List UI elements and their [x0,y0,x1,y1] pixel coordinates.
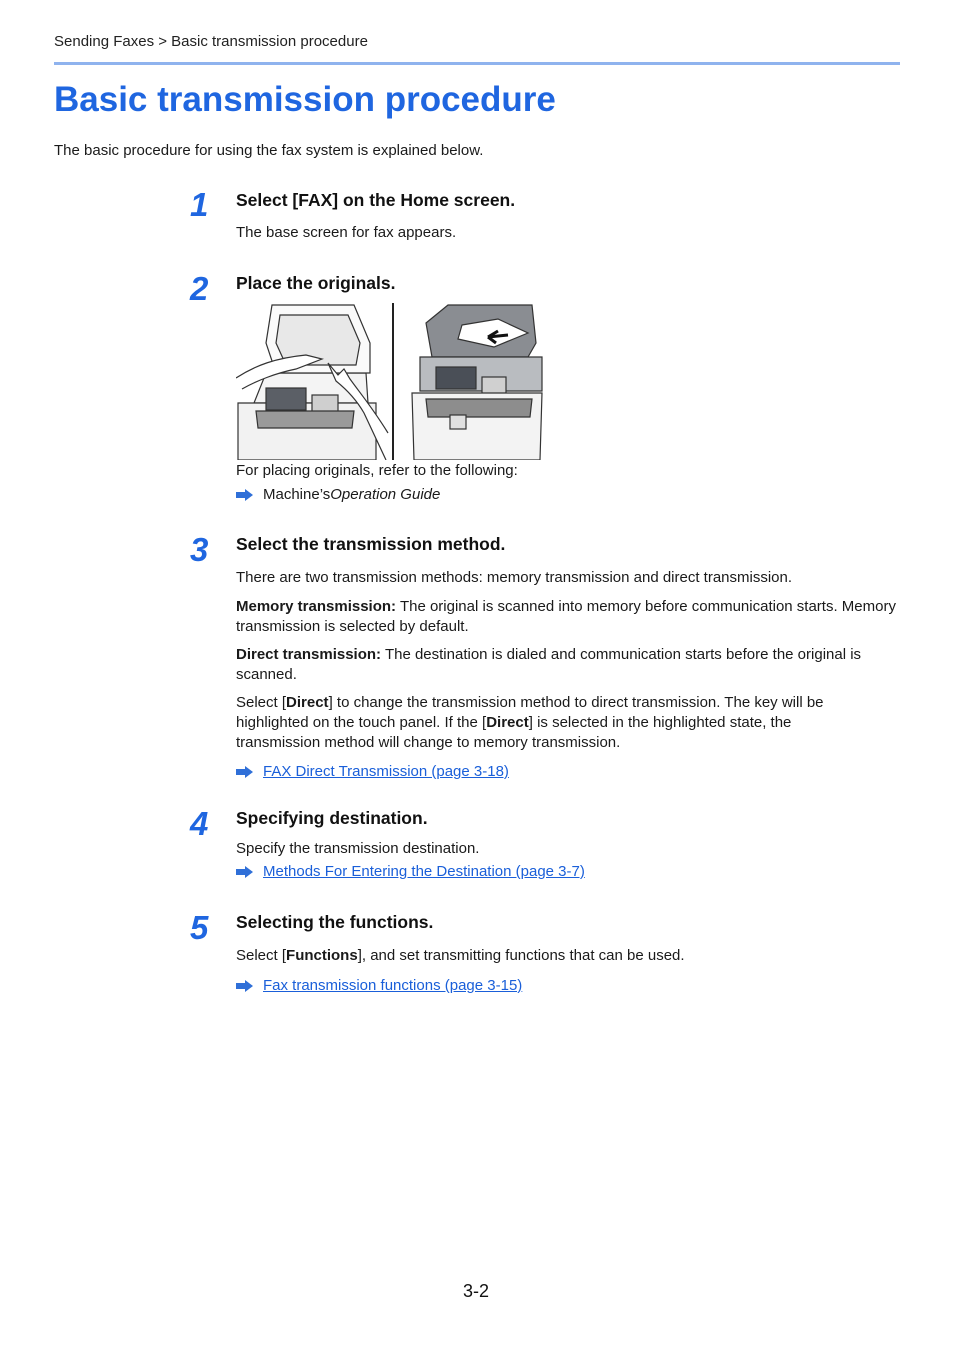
direct-key-label: Direct [286,694,329,711]
text-fragment: ] to change the transmission method to direct transmission. The key will be highlighted on the touch panel. If the [ [236,694,824,731]
step-2-title: Place the originals. [236,273,396,293]
memory-transmission-text: The original is scanned into memory before communication starts. Memory transmission is selected by default. [236,598,896,635]
step-4-reference [236,862,585,882]
text-fragment: Select [ [236,694,287,711]
step-2-reference [236,485,440,505]
placing-originals-illustration [236,303,546,460]
direct-transmission-text: The destination is dialed and communication starts before the original is scanned. [236,646,862,683]
text-fragment: ] is selected in the highlighted state, the transmission method will change to memory transmission. [236,714,792,751]
operation-guide-title: Operation Guide [330,486,441,503]
page-number: 3-2 [463,1281,490,1301]
step-4-title: Specifying destination. [236,808,428,828]
step-1-text: The base screen for fax appears. [236,224,457,241]
text-fragment: Select [ [236,947,287,964]
document-processor-illustration [412,305,542,460]
header-divider [54,62,900,65]
direct-key-paragraph [236,693,876,753]
arrow-right-icon [236,489,253,501]
step-4-number: 4 [190,805,209,842]
step-3-intro: There are two transmission methods: memory transmission and direct transmission. [236,569,793,586]
fax-transmission-functions-link[interactable]: Fax transmission functions (page 3-15) [263,977,523,994]
direct-transmission-paragraph [236,645,901,685]
memory-transmission-label: Memory transmission: [236,598,397,615]
platen-illustration [236,305,388,460]
destination-methods-link[interactable]: Methods For Entering the Destination (page 3-7) [263,863,585,880]
breadcrumb: Sending Faxes > Basic transmission procedure [54,33,368,50]
step-3-reference [236,762,509,782]
page-title: Basic transmission procedure [54,80,556,119]
step-4-text: Specify the transmission destination. [236,840,480,857]
text-fragment: ], and set transmitting functions that can be used. [357,947,685,964]
intro-text: The basic procedure for using the fax system is explained below. [54,142,484,159]
step-5-number: 5 [190,909,209,946]
reference-prefix: Machine’s [263,486,331,503]
direct-transmission-label: Direct transmission: [236,646,382,663]
step-5-text [236,946,901,966]
arrow-right-icon [236,866,253,878]
step-1-title: Select [FAX] on the Home screen. [236,190,516,210]
memory-transmission-paragraph [236,597,901,637]
step-2-number: 2 [190,270,209,307]
fax-direct-transmission-link[interactable]: FAX Direct Transmission (page 3-18) [263,763,509,780]
direct-key-label: Direct [486,714,529,731]
step-5-title: Selecting the functions. [236,912,434,932]
step-5-reference [236,976,522,996]
step-2-text: For placing originals, refer to the following: [236,462,518,479]
arrow-right-icon [236,766,253,778]
step-3-title: Select the transmission method. [236,534,506,554]
step-3-number: 3 [190,531,209,568]
arrow-right-icon [236,980,253,992]
step-1-number: 1 [190,186,209,223]
functions-key-label: Functions [286,947,358,964]
